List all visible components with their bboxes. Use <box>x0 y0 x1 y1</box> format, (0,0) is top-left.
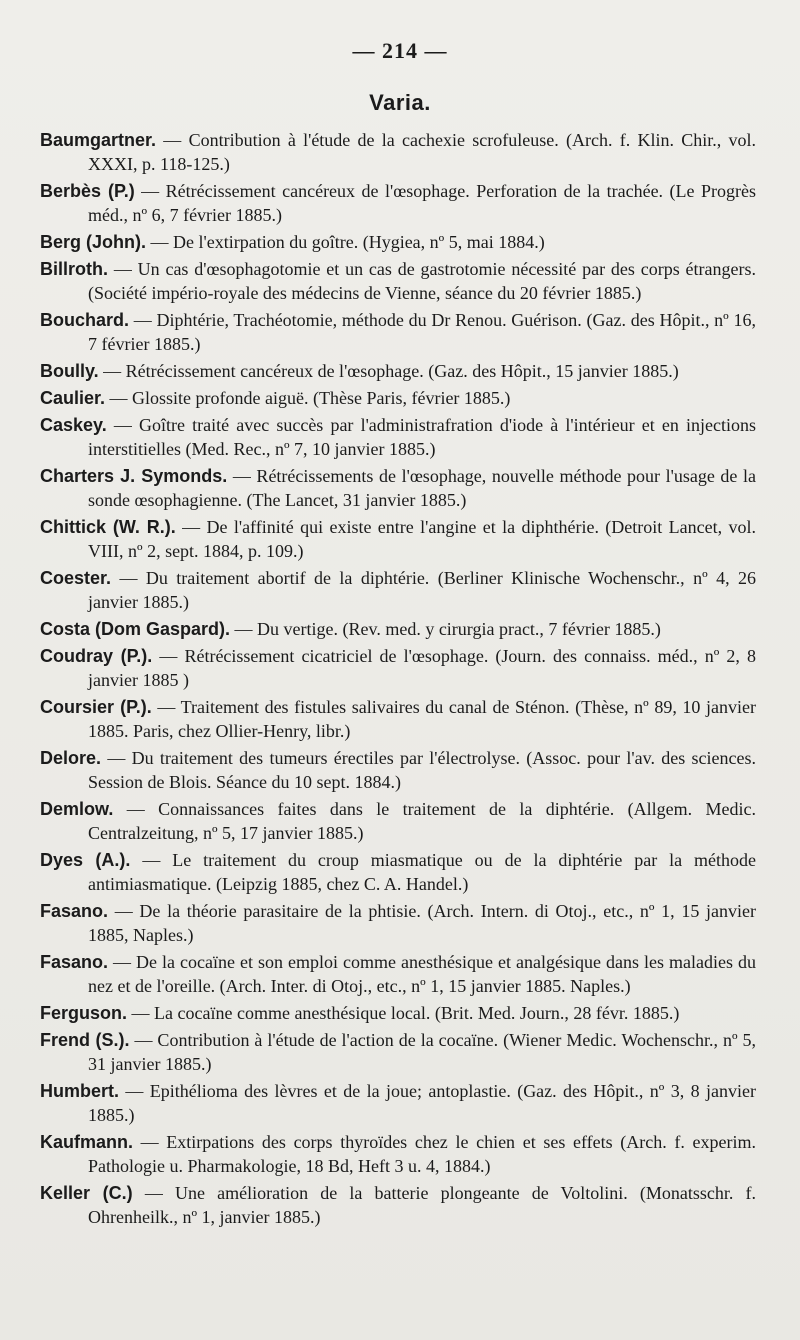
entry-author: Humbert. <box>40 1081 120 1101</box>
entry-author: Dyes (A.). <box>40 850 131 870</box>
bibliography-entry <box>40 1028 756 1076</box>
entry-text: — Connaissances faites dans le traitement de la diphtérie. (Allgem. Medic. Centralzeitung, nº 5, 17 janvier 1885.) <box>88 799 756 843</box>
entry-author: Bouchard. <box>40 310 130 330</box>
page-number: — 214 — <box>352 38 448 63</box>
bibliography-entry <box>40 1130 756 1178</box>
bibliography-entry <box>40 617 756 641</box>
entry-author: Costa (Dom Gaspard). <box>40 619 231 639</box>
entry-text: — De l'affinité qui existe entre l'angine et la diphthérie. (Detroit Lancet, vol. VIII, nº 2, sept. 1884, p. 109.) <box>88 517 756 561</box>
entry-author: Charters J. Symonds. <box>40 466 228 486</box>
entry-text: — Le traitement du croup miasmatique ou de la diphtérie par la méthode antimiasmatique. (Leipzig 1885, chez C. A. Handel.) <box>88 850 756 894</box>
bibliography-entry <box>40 515 756 563</box>
entry-text: — Epithélioma des lèvres et de la joue; antoplastie. (Gaz. des Hôpit., nº 3, 8 janvier 1885.) <box>88 1081 756 1125</box>
entry-text: — Une amélioration de la batterie plongeante de Voltolini. (Monatsschr. f. Ohrenheilk., nº 1, janvier 1885.) <box>88 1183 756 1227</box>
bibliography-entry <box>40 1181 756 1229</box>
bibliography-entry <box>40 359 756 383</box>
entry-text: — Rétrécissements de l'œsophage, nouvelle méthode pour l'usage de la sonde œsophagienne. (The Lancet, 31 janvier 1885.) <box>88 466 757 510</box>
bibliography-entry <box>40 386 756 410</box>
bibliography-entry <box>40 257 756 305</box>
bibliography-entry <box>40 695 756 743</box>
entry-author: Coudray (P.). <box>40 646 153 666</box>
entry-text: — De l'extirpation du goître. (Hygiea, nº 5, mai 1884.) <box>146 232 545 252</box>
entry-author: Delore. <box>40 748 102 768</box>
entry-text: — Rétrécissement cancéreux de l'œsophage. (Gaz. des Hôpit., 15 janvier 1885.) <box>98 361 679 381</box>
entry-text: — Contribution à l'étude de la cachexie scrofuleuse. (Arch. f. Klin. Chir., vol. XXXI, p. 118-125.) <box>88 130 756 174</box>
bibliography-entry <box>40 797 756 845</box>
bibliography-entry <box>40 848 756 896</box>
entry-text: — Contribution à l'étude de l'action de la cocaïne. (Wiener Medic. Wochenschr., nº 5, 31 janvier 1885.) <box>88 1030 757 1074</box>
bibliography-entry <box>40 464 756 512</box>
bibliography-entry <box>40 566 756 614</box>
bibliography-entry <box>40 413 756 461</box>
entry-author: Frend (S.). <box>40 1030 130 1050</box>
entry-text: — La cocaïne comme anesthésique local. (Brit. Med. Journ., 28 févr. 1885.) <box>127 1003 680 1023</box>
entry-author: Billroth. <box>40 259 108 279</box>
entry-author: Ferguson. <box>40 1003 128 1023</box>
bibliography-entry <box>40 1001 756 1025</box>
entry-text: — Du vertige. (Rev. med. y cirurgia pract., 7 février 1885.) <box>230 619 661 639</box>
entry-text: — Goître traité avec succès par l'administrafration d'iode à l'intérieur et en injections interstitielles (Med. Rec., nº 7, 10 janvier 1885.) <box>88 415 756 459</box>
bibliography-entry <box>40 128 756 176</box>
entry-text: — Un cas d'œsophagotomie et un cas de gastrotomie nécessité par des corps étrangers. (Société império-royale des médecins de Vienne, séance du 20 février 1885.) <box>88 259 756 303</box>
entry-text: — Du traitement des tumeurs érectiles par l'électrolyse. (Assoc. pour l'av. des sciences. Session de Blois. Séance du 10 sept. 1884.) <box>88 748 756 792</box>
entry-author: Boully. <box>40 361 99 381</box>
entry-author: Demlow. <box>40 799 114 819</box>
entry-text: — Du traitement abortif de la diphtérie. (Berliner Klinische Wochenschr., nº 4, 26 janvier 1885.) <box>88 568 756 612</box>
entry-author: Caulier. <box>40 388 106 408</box>
entry-author: Berbès (P.) <box>40 181 135 201</box>
entry-author: Chittick (W. R.). <box>40 517 176 537</box>
entry-text: — Traitement des fistules salivaires du canal de Sténon. (Thèse, nº 89, 10 janvier 1885. Paris, chez Ollier-Henry, libr.) <box>88 697 756 741</box>
entry-text: — Glossite profonde aiguë. (Thèse Paris, février 1885.) <box>105 388 511 408</box>
entry-author: Fasano. <box>40 952 109 972</box>
bibliography-entry <box>40 644 756 692</box>
entry-text: — Rétrécissement cancéreux de l'œsophage. Perforation de la trachée. (Le Progrès méd., nº 6, 7 février 1885.) <box>88 181 756 225</box>
entry-author: Coursier (P.). <box>40 697 152 717</box>
bibliography-entry <box>40 179 756 227</box>
bibliography-entry <box>40 1079 756 1127</box>
bibliography-entry <box>40 899 756 947</box>
entry-text: — Diphtérie, Trachéotomie, méthode du Dr Renou. Guérison. (Gaz. des Hôpit., nº 16, 7 février 1885.) <box>88 310 756 354</box>
entry-author: Keller (C.) <box>40 1183 133 1203</box>
bibliography-entry <box>40 308 756 356</box>
entry-author: Baumgartner. <box>40 130 157 150</box>
entry-author: Caskey. <box>40 415 107 435</box>
bibliography-entry <box>40 746 756 794</box>
entry-author: Coester. <box>40 568 112 588</box>
entry-author: Kaufmann. <box>40 1132 134 1152</box>
entry-text: — Extirpations des corps thyroïdes chez le chien et ses effets (Arch. f. experim. Pathologie u. Pharmakologie, 18 Bd, Heft 3 u. 4, 1884.) <box>88 1132 756 1176</box>
entry-text: — De la cocaïne et son emploi comme anesthésique et analgésique dans les maladies du nez et de l'oreille. (Arch. Inter. di Otoj., etc., nº 1, 15 janvier 1885. Naples.) <box>88 952 756 996</box>
section-title: Varia. <box>369 90 431 115</box>
entry-author: Fasano. <box>40 901 109 921</box>
bibliography-entry <box>40 230 756 254</box>
bibliography-entry <box>40 950 756 998</box>
entry-author: Berg (John). <box>40 232 146 252</box>
entry-text: — Rétrécissement cicatriciel de l'œsophage. (Journ. des connaiss. méd., nº 2, 8 janvier 1885 ) <box>88 646 757 690</box>
bibliography-list <box>40 128 756 1232</box>
entry-text: — De la théorie parasitaire de la phtisie. (Arch. Intern. di Otoj., etc., nº 1, 15 janvier 1885, Naples.) <box>88 901 756 945</box>
